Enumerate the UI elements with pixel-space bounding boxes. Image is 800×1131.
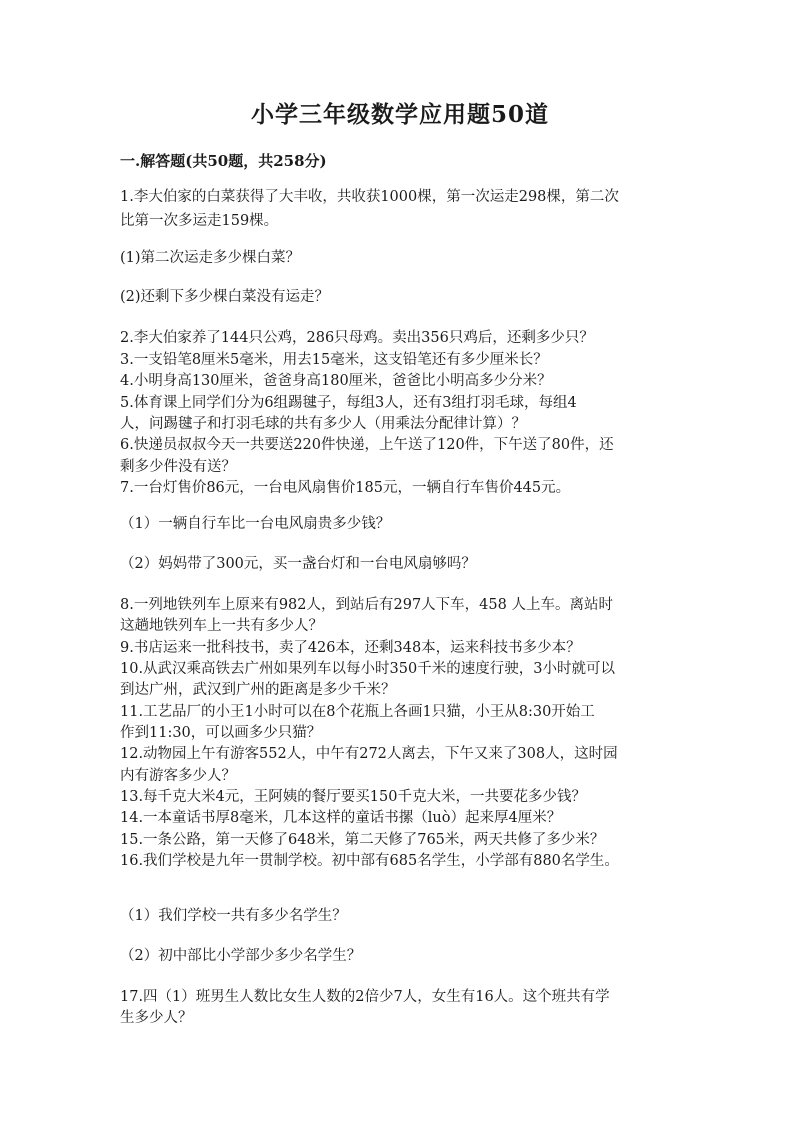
question-line: 14.一本童话书厚8毫米，几本这样的童话书摞（luò）起来厚4厘米？ [120,810,562,826]
sub-question-line: (2)还剩下多少棵白菜没有运走？ [120,289,330,305]
question-line: 6.快递员叔叔今天一共要送220件快递，上午送了120件，下午送了80件，还 [120,437,614,453]
question-line: 16.我们学校是九年一贯制学校。初中部有685名学生，小学部有880名学生。 [120,853,619,869]
question-line: 人，问踢毽子和打羽毛球的共有多少人（用乘法分配律计算）？ [120,416,526,432]
question-line: 比第一次多运走159棵。 [120,213,279,229]
sub-question-line: （2）初中部比小学部少多少名学生？ [120,948,362,964]
question-line: 7.一台灯售价86元，一台电风扇售价185元，一辆自行车售价445元。 [120,480,571,496]
section-heading: 一.解答题(共50题，共258分) [120,152,327,170]
question-line: 4.小明身高130厘米，爸爸身高180厘米，爸爸比小明高多少分米？ [120,373,552,389]
question-line: 11.工艺品厂的小王1小时可以在8个花瓶上各画1只猫，小王从8:30开始工 [120,704,595,720]
question-line: 15.一条公路，第一天修了648米，第二天修了765米，两天共修了多少米？ [120,832,605,848]
question-line: 作到11:30，可以画多少只猫？ [120,725,322,741]
question-line: 2.李大伯家养了144只公鸡，286只母鸡。卖出356只鸡后，还剩多少只？ [120,330,594,346]
question-line: 17.四（1）班男生人数比女生人数的2倍少7人，女生有16人。这个班共有学 [120,989,610,1005]
question-line: 生多少人？ [120,1010,193,1026]
sub-question-line: （1）我们学校一共有多少名学生？ [120,908,347,924]
question-line: 13.每千克大米4元，王阿姨的餐厅要买150千克大米，一共要花多少钱？ [120,789,586,805]
question-line: 3.一支铅笔8厘米5毫米，用去15毫米，这支铅笔还有多少厘米长？ [120,352,548,368]
question-line: 5.体育课上同学们分为6组踢毽子，每组3人，还有3组打羽毛球，每组4 [120,395,577,411]
question-line: 内有游客多少人？ [120,768,236,784]
question-line: 剩多少件没有送？ [120,459,236,475]
question-line: 9.书店运来一批科技书，卖了426本，还剩348本，运来科技书多少本？ [120,640,581,656]
question-line: 1.李大伯家的白菜获得了大丰收，共收获1000棵，第一次运走298棵，第二次 [120,189,619,205]
question-line: 8.一列地铁列车上原来有982人，到站后有297人下车，458 人上车。离站时 [120,597,613,613]
sub-question-line: (1)第二次运走多少棵白菜？ [120,250,301,266]
sub-question-line: （2）妈妈带了300元，买一盏台灯和一台电风扇够吗？ [120,556,476,572]
page-title: 小学三年级数学应用题50道 [250,101,549,128]
question-line: 12.动物园上午有游客552人，中午有272人离去，下午又来了308人，这时园 [120,746,618,762]
sub-question-line: （1）一辆自行车比一台电风扇贵多少钱？ [120,516,391,532]
question-line: 这趟地铁列车上一共有多少人？ [120,618,323,634]
question-line: 10.从武汉乘高铁去广州如果列车以每小时350千米的速度行驶，3小时就可以 [120,661,615,677]
question-line: 到达广州，武汉到广州的距离是多少千米？ [120,682,396,698]
